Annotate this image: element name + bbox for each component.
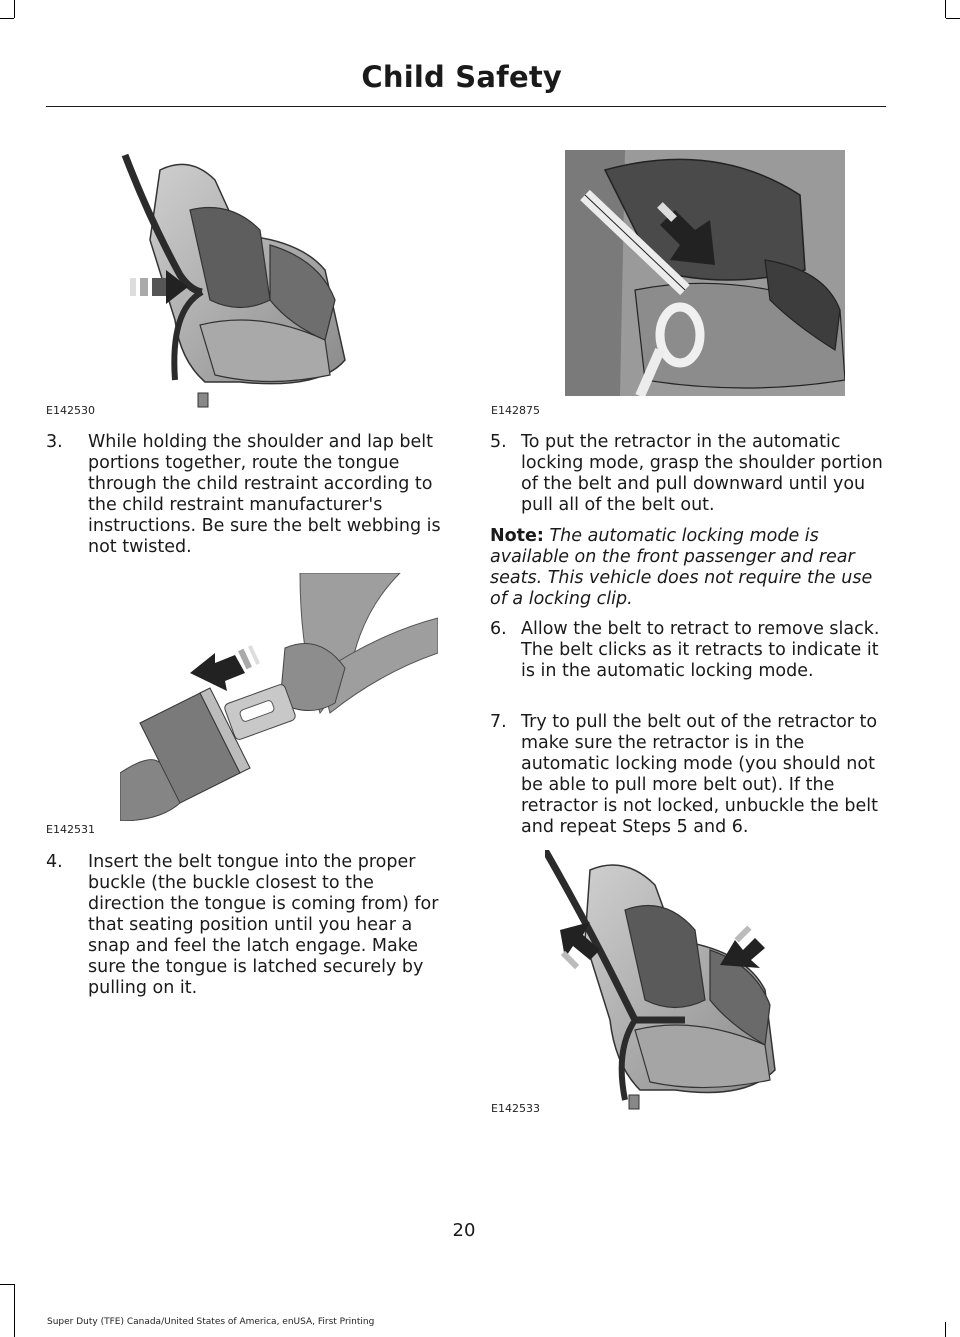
step-6: [490, 619, 884, 682]
arrow-left-icon: [190, 645, 260, 691]
step-number: 4.: [46, 852, 63, 872]
title-divider: [46, 106, 886, 107]
crop-mark: [946, 18, 960, 19]
step-number: 6.: [490, 619, 507, 639]
arrow-down-right-icon: [720, 926, 765, 968]
step-text: Insert the belt tongue into the proper buckle (the buckle closest to the direction the tongue is coming from) for that seating position until you hear a snap and feel the latch engage. Make sure the tongue is latched securely by pulling on it.: [88, 852, 439, 998]
step-number: 5.: [490, 432, 507, 452]
crop-mark: [945, 1322, 946, 1337]
crop-mark: [0, 18, 14, 19]
figure-code: E142875: [491, 404, 540, 417]
step-number: 7.: [490, 712, 507, 732]
page-number: 20: [452, 1220, 476, 1241]
step-text: Allow the belt to retract to remove slack. The belt clicks as it retracts to indicate it is in the automatic locking mode.: [521, 619, 880, 681]
child-seat-belt-routing-figure: [120, 150, 350, 412]
figure-code: E142533: [491, 1102, 540, 1115]
shoulder-belt-pull-figure: [565, 150, 845, 396]
crop-mark: [14, 0, 15, 18]
crop-mark: [0, 1284, 14, 1285]
note: [490, 526, 884, 610]
page-title: Child Safety: [361, 60, 562, 94]
step-4: [46, 852, 450, 999]
step-text: To put the retractor in the automatic locking mode, grasp the shoulder portion of the belt and pull downward until you pull all of the belt out.: [521, 432, 883, 515]
step-text: While holding the shoulder and lap belt portions together, route the tongue through the child restraint according to the child restraint manufacturer's instructions. Be sure the belt webbing is not twisted.: [88, 432, 441, 557]
note-label: Note:: [490, 526, 544, 546]
figure-code: E142531: [46, 823, 95, 836]
step-text: Try to pull the belt out of the retractor to make sure the retractor is in the automatic locking mode (you should not be able to pull more belt out). If the retractor is not locked, unbuckle the belt and repeat Steps 5 and 6.: [521, 712, 878, 837]
step-5: [490, 432, 884, 516]
belt-buckle-figure: [120, 573, 438, 821]
step-7: [490, 712, 884, 838]
step-3: [46, 432, 450, 558]
crop-mark: [14, 1284, 15, 1337]
figure-code: E142530: [46, 404, 95, 417]
child-seat-locked-belt-figure: [545, 850, 785, 1112]
crop-mark: [945, 0, 946, 18]
footer-text: Super Duty (TFE) Canada/United States of America, enUSA, First Printing: [47, 1317, 375, 1327]
note-text: The automatic locking mode is available on the front passenger and rear seats. This vehicle does not require the use of a locking clip.: [490, 526, 873, 609]
step-number: 3.: [46, 432, 63, 452]
